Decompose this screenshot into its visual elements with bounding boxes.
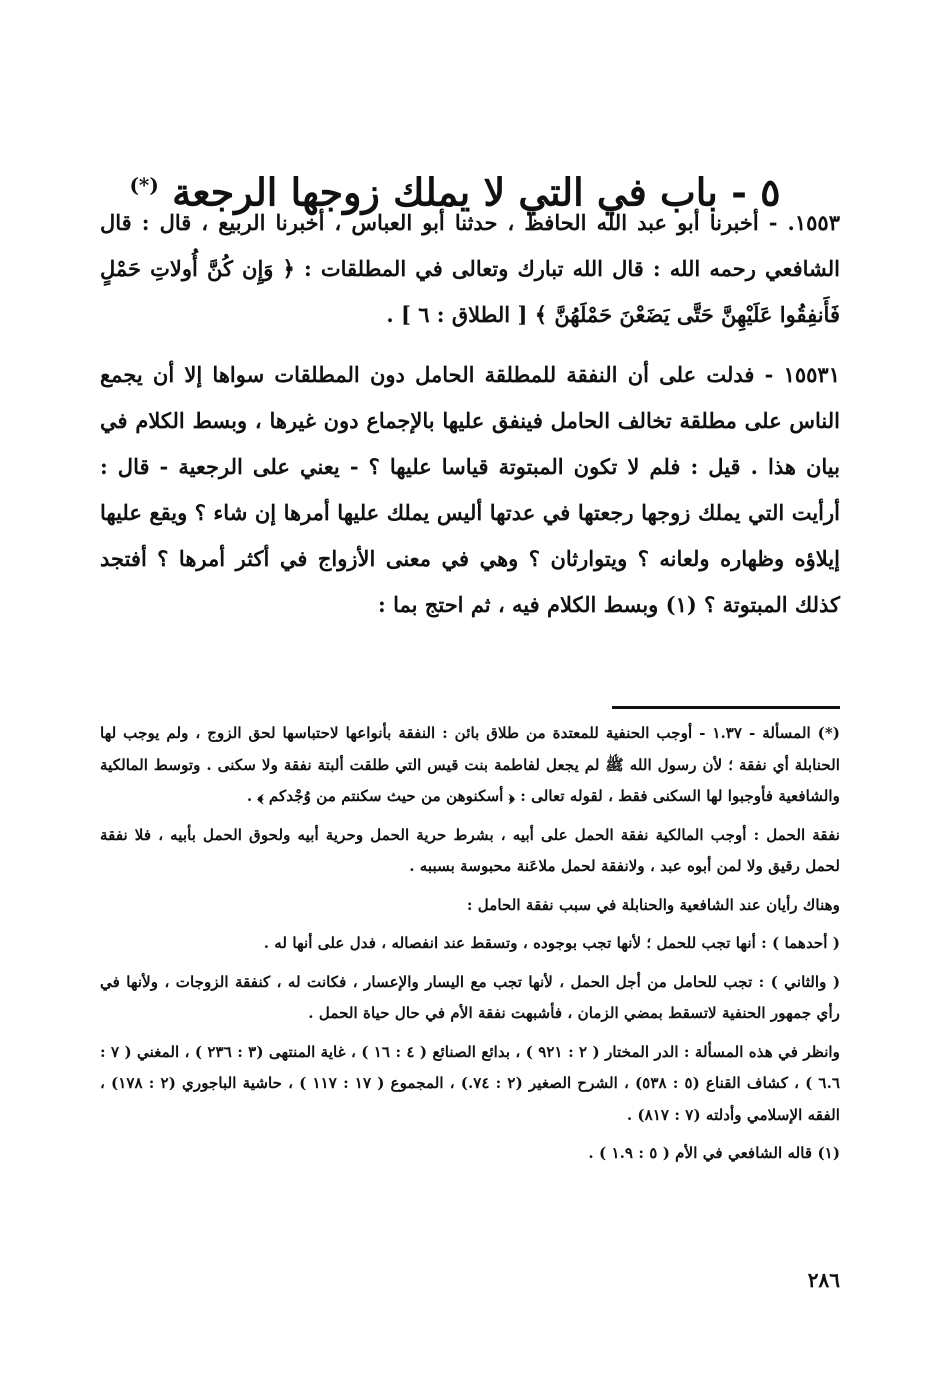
main-text (100, 200, 840, 628)
title-footnote-marker: (*) (129, 173, 159, 198)
footnote-two-opinions: وهناك رأيان عند الشافعية والحنابلة في سبب نفقة الحامل : (466, 895, 840, 914)
footnote-opinion-two: ( والثاني ) : تجب للحامل من أجل الحمل ، لأنها تجب مع اليسار والإعسار ، فكانت له ، كنفقة الزوجات ، ولأنها في رأي جمهور الحنفية لاتسقط بمضي الزمان ، فأشبهت نفقة الأم في حال حياة الحمل . (100, 972, 840, 1022)
footnote-issue: (*) المسألة - ١.٣٧ - أوجب الحنفية للمعتدة من طلاق بائن : النفقة بأنواعها لاحتباسها لحق الزوج ، ولم يوجب لها الحنابلة أي نفقة ؛ لأن رسول الله ﷺ لم يجعل لفاطمة بنت قيس التي طلقت ألبتة نفقة ولا سكنى . وتوسط المالكية والشافعية فأوجبوا لها السكنى فقط ، لقوله تعالى : ﴿ أسكنوهن من حيث سكنتم من وُجْدكم ﴾ . (100, 724, 840, 805)
footnotes (100, 718, 840, 1170)
footnote-pregnancy-maintenance: نفقة الحمل : أوجب المالكية نفقة الحمل على أبيه ، بشرط حرية الحمل وحرية أبيه ولحوق الحمل بأبيه ، فلا نفقة لحمل رقيق ولا لمن أبوه عبد ، ولانفقة لحمل ملاعَنة محبوسة بسببه . (100, 825, 840, 875)
footnote-1: (١) قاله الشافعي في الأم ( ٥ : ١.٩ ) . (588, 1144, 840, 1162)
paragraph-15531: ١٥٥٣١ - فدلت على أن النفقة للمطلقة الحامل دون المطلقات سواها إلا أن يجمع الناس على مطلقة تخالف الحامل فينفق عليها بالإجماع دون غيرها ، وبسط الكلام في بيان هذا . قيل : فلم لا تكون المبتوتة قياسا عليها ؟ - يعني على الرجعية - قال : أرأيت التي يملك زوجها رجعتها في عدتها أليس يملك عليها أمرها إن شاء ؟ ويقع عليها إيلاؤه وظهاره ولعانه ؟ ويتوارثان ؟ وهي في معنى الأزواج في أكثر أمرها ؟ أفتجد كذلك المبتوتة ؟ (١) وبسط الكلام فيه ، ثم احتج بما : (100, 362, 840, 617)
chapter-title-text: ٥ - باب في التي لا يملك زوجها الرجعة (172, 170, 781, 216)
footnote-opinion-one: ( أحدهما ) : أنها تجب للحمل ؛ لأنها تجب بوجوده ، وتسقط عند انفصاله ، فدل على أنها له . (263, 934, 840, 952)
page-number: ٢٨٦ (807, 1268, 840, 1292)
paragraph-1553: ١٥٥٣. - أخبرنا أبو عبد الله الحافظ ، حدثنا أبو العباس ، أخبرنا الربيع ، قال : قال الشافعي رحمه الله : قال الله تبارك وتعالى في المطلقات : ﴿ وَإِن كُنَّ أُولاتِ حَمْلٍ فَأَنفِقُوا عَلَيْهِنَّ حَتَّى يَضَعْنَ حَمْلَهُنَّ ﴾ [ الطلاق : ٦ ] . (100, 210, 840, 327)
footnote-divider (612, 706, 840, 709)
footnote-references: وانظر في هذه المسألة : الدر المختار ( ٢ : ٩٢١ ) ، بدائع الصنائع ( ٤ : ١٦ ) ، غاية المنتهى (٣ : ٢٣٦ ) ، المغني ( ٧ : ٦.٦ ) ، كشاف القناع (٥ : ٥٣٨) ، الشرح الصغير (٢ : ٧٤.) ، المجموع ( ١٧ : ١١٧ ) ، حاشية الباجوري (٢ : ١٧٨) ، الفقه الإسلامي وأدلته (٧ : ٨١٧) . (100, 1042, 841, 1124)
